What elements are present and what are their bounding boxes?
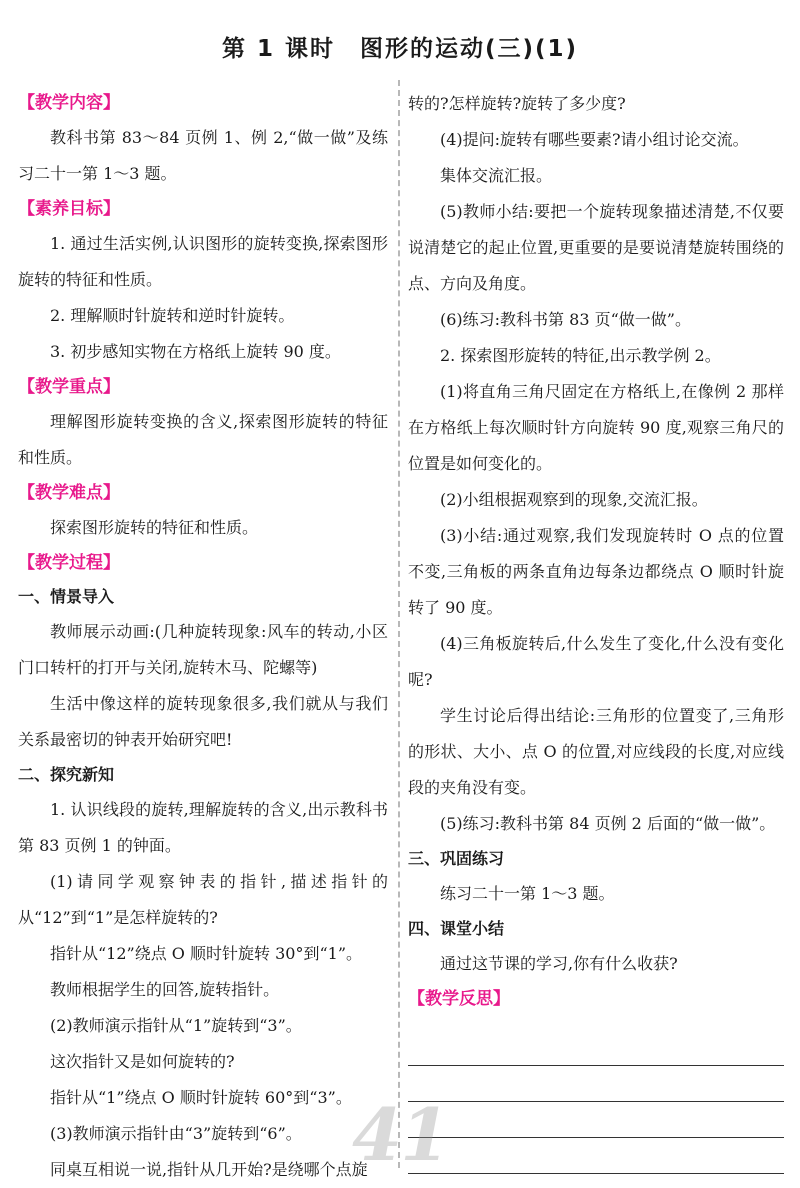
tag-process: 【教学过程】: [18, 553, 120, 573]
tag-teaching-content: 【教学内容】: [18, 93, 120, 113]
right-paragraph-4: (5)教师小结:要把一个旋转现象描述清楚,不仅要说清楚它的起止位置,更重要的是要说清楚旋转围绕的点、方向及角度。: [408, 202, 784, 293]
tag-difficult-point: 【教学难点】: [18, 483, 120, 503]
goal-2: 2. 理解顺时针旋转和逆时针旋转。: [50, 306, 295, 325]
writing-line: [408, 1030, 784, 1066]
section-2-title: 二、探究新知: [18, 765, 115, 784]
key-point-text: 理解图形旋转变换的含义,探索图形旋转的特征和性质。: [18, 412, 388, 467]
tag-key-point: 【教学重点】: [18, 377, 120, 397]
section-2-paragraph-6: 这次指针又是如何旋转的?: [50, 1052, 235, 1071]
right-paragraph-1: 转的?怎样旋转?旋转了多少度?: [408, 94, 626, 113]
goal-1: 1. 通过生活实例,认识图形的旋转变换,探索图形旋转的特征和性质。: [18, 234, 388, 289]
tag-goals: 【素养目标】: [18, 199, 120, 219]
right-paragraph-6: 2. 探索图形旋转的特征,出示教学例 2。: [440, 346, 721, 365]
section-2-paragraph-1: 1. 认识线段的旋转,理解旋转的含义,出示教科书第 83 页例 1 的钟面。: [18, 800, 388, 855]
section-4-paragraph-1: 通过这节课的学习,你有什么收获?: [440, 954, 678, 973]
section-2-paragraph-8: (3)教师演示指针由“3”旋转到“6”。: [50, 1124, 302, 1143]
right-paragraph-3: 集体交流汇报。: [440, 166, 553, 185]
section-2-paragraph-9: 同桌互相说一说,指针从几开始?是绕哪个点旋: [50, 1160, 368, 1179]
right-paragraph-2: (4)提问:旋转有哪些要素?请小组讨论交流。: [440, 130, 749, 149]
section-2-paragraph-5: (2)教师演示指针从“1”旋转到“3”。: [50, 1016, 302, 1035]
page-number: 41: [352, 1092, 449, 1177]
section-1-title: 一、情景导入: [18, 587, 115, 606]
difficult-point-text: 探索图形旋转的特征和性质。: [50, 518, 259, 537]
section-2-paragraph-4: 教师根据学生的回答,旋转指针。: [50, 980, 280, 999]
column-divider: [398, 80, 400, 1168]
section-2-paragraph-2: (1)请同学观察钟表的指针,描述指针的从“12”到“1”是怎样旋转的?: [18, 872, 388, 927]
left-column: [18, 86, 388, 1188]
right-paragraph-9: (3)小结:通过观察,我们发现旋转时 O 点的位置不变,三角板的两条直角边每条边都绕点 O 顺时针旋转了 90 度。: [408, 526, 784, 617]
section-3-title: 三、巩固练习: [408, 849, 505, 868]
right-paragraph-5: (6)练习:教科书第 83 页“做一做”。: [440, 310, 691, 329]
writing-line: [408, 1102, 784, 1138]
section-2-paragraph-3: 指针从“12”绕点 O 顺时针旋转 30°到“1”。: [50, 944, 362, 963]
writing-line: [408, 1066, 784, 1102]
writing-line: [408, 1138, 784, 1174]
right-paragraph-7: (1)将直角三角尺固定在方格纸上,在像例 2 那样在方格纸上每次顺时针方向旋转 90 度,观察三角尺的位置是如何变化的。: [408, 382, 784, 473]
content-text: 教科书第 83～84 页例 1、例 2,“做一做”及练习二十一第 1～3 题。: [18, 128, 388, 183]
goal-3: 3. 初步感知实物在方格纸上旋转 90 度。: [50, 342, 341, 361]
right-paragraph-12: (5)练习:教科书第 84 页例 2 后面的“做一做”。: [440, 814, 776, 833]
right-paragraph-11: 学生讨论后得出结论:三角形的位置变了,三角形的形状、大小、点 O 的位置,对应线段的长度,对应线段的夹角没有变。: [408, 706, 784, 797]
page-title: 第 1 课时 图形的运动(三)(1): [221, 36, 579, 62]
section-2-paragraph-7: 指针从“1”绕点 O 顺时针旋转 60°到“3”。: [50, 1088, 352, 1107]
tag-reflection: 【教学反思】: [408, 989, 510, 1009]
right-paragraph-8: (2)小组根据观察到的现象,交流汇报。: [440, 490, 708, 509]
section-1-paragraph-1: 教师展示动画:(几种旋转现象:风车的转动,小区门口转杆的打开与关闭,旋转木马、陀螺等): [18, 622, 388, 677]
right-column: [408, 86, 784, 1174]
section-4-title: 四、课堂小结: [408, 919, 505, 938]
reflection-writing-lines: [408, 1030, 784, 1174]
right-paragraph-10: (4)三角板旋转后,什么发生了变化,什么没有变化呢?: [408, 634, 784, 689]
section-3-paragraph-1: 练习二十一第 1～3 题。: [440, 884, 615, 903]
section-1-paragraph-2: 生活中像这样的旋转现象很多,我们就从与我们关系最密切的钟表开始研究吧!: [18, 694, 388, 749]
